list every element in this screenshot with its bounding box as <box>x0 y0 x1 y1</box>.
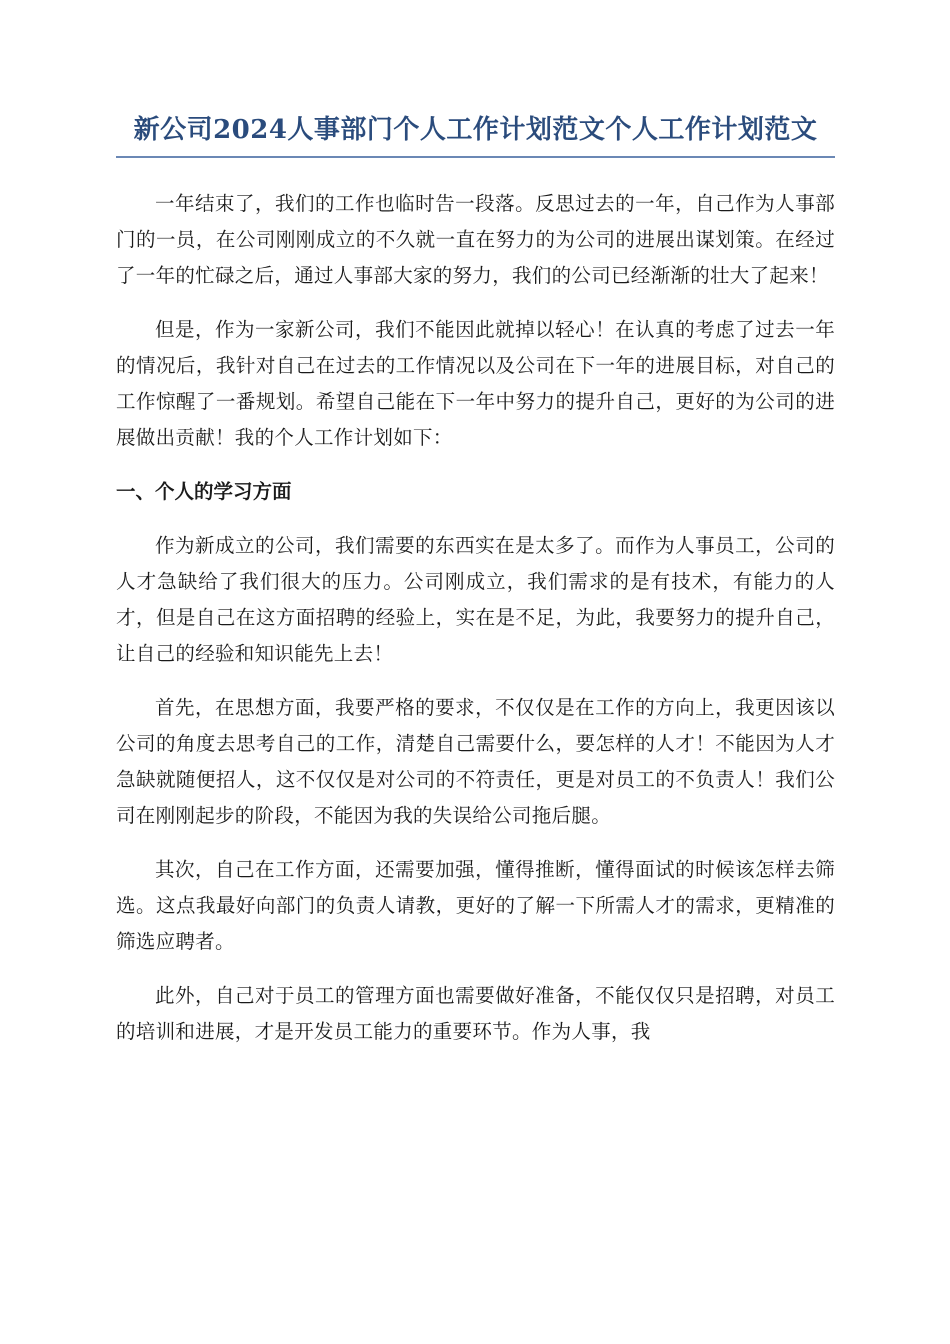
intro-paragraph-2: 但是，作为一家新公司，我们不能因此就掉以轻心！在认真的考虑了过去一年的情况后，我针对自己在过去的工作情况以及公司在下一年的进展目标，对自己的工作惊醒了一番规划。希望自己能在下一年中努力的提升自己，更好的为公司的进展做出贡献！我的个人工作计划如下： <box>116 318 835 449</box>
document-title: 新公司2024人事部门个人工作计划范文个人工作计划范文 <box>133 115 818 145</box>
title-divider <box>116 156 835 158</box>
section1-paragraph-4: 此外，自己对于员工的管理方面也需要做好准备，不能仅仅只是招聘，对员工的培训和进展，才是开发员工能力的重要环节。作为人事，我 <box>116 984 835 1043</box>
section-heading-learning: 一、个人的学习方面 <box>116 480 292 503</box>
section1-paragraph-1: 作为新成立的公司，我们需要的东西实在是太多了。而作为人事员工，公司的人才急缺给了我们很大的压力。公司刚成立，我们需求的是有技术，有能力的人才，但是自己在这方面招聘的经验上，实在是不足，为此，我要努力的提升自己，让自己的经验和知识能先上去！ <box>116 534 835 665</box>
document-page <box>116 112 835 1050</box>
section1-paragraph-2: 首先，在思想方面，我要严格的要求，不仅仅是在工作的方向上，我更因该以公司的角度去思考自己的工作，清楚自己需要什么，要怎样的人才！不能因为人才急缺就随便招人，这不仅仅是对公司的不符责任，更是对员工的不负责人！我们公司在刚刚起步的阶段，不能因为我的失误给公司拖后腿。 <box>116 696 835 827</box>
intro-paragraph-1: 一年结束了，我们的工作也临时告一段落。反思过去的一年，自己作为人事部门的一员，在公司刚刚成立的不久就一直在努力的为公司的进展出谋划策。在经过了一年的忙碌之后，通过人事部大家的努力，我们的公司已经渐渐的壮大了起来！ <box>116 192 835 287</box>
section1-paragraph-3: 其次，自己在工作方面，还需要加强，懂得推断，懂得面试的时候该怎样去筛选。这点我最好向部门的负责人请教，更好的了解一下所需人才的需求，更精准的筛选应聘者。 <box>116 858 835 953</box>
